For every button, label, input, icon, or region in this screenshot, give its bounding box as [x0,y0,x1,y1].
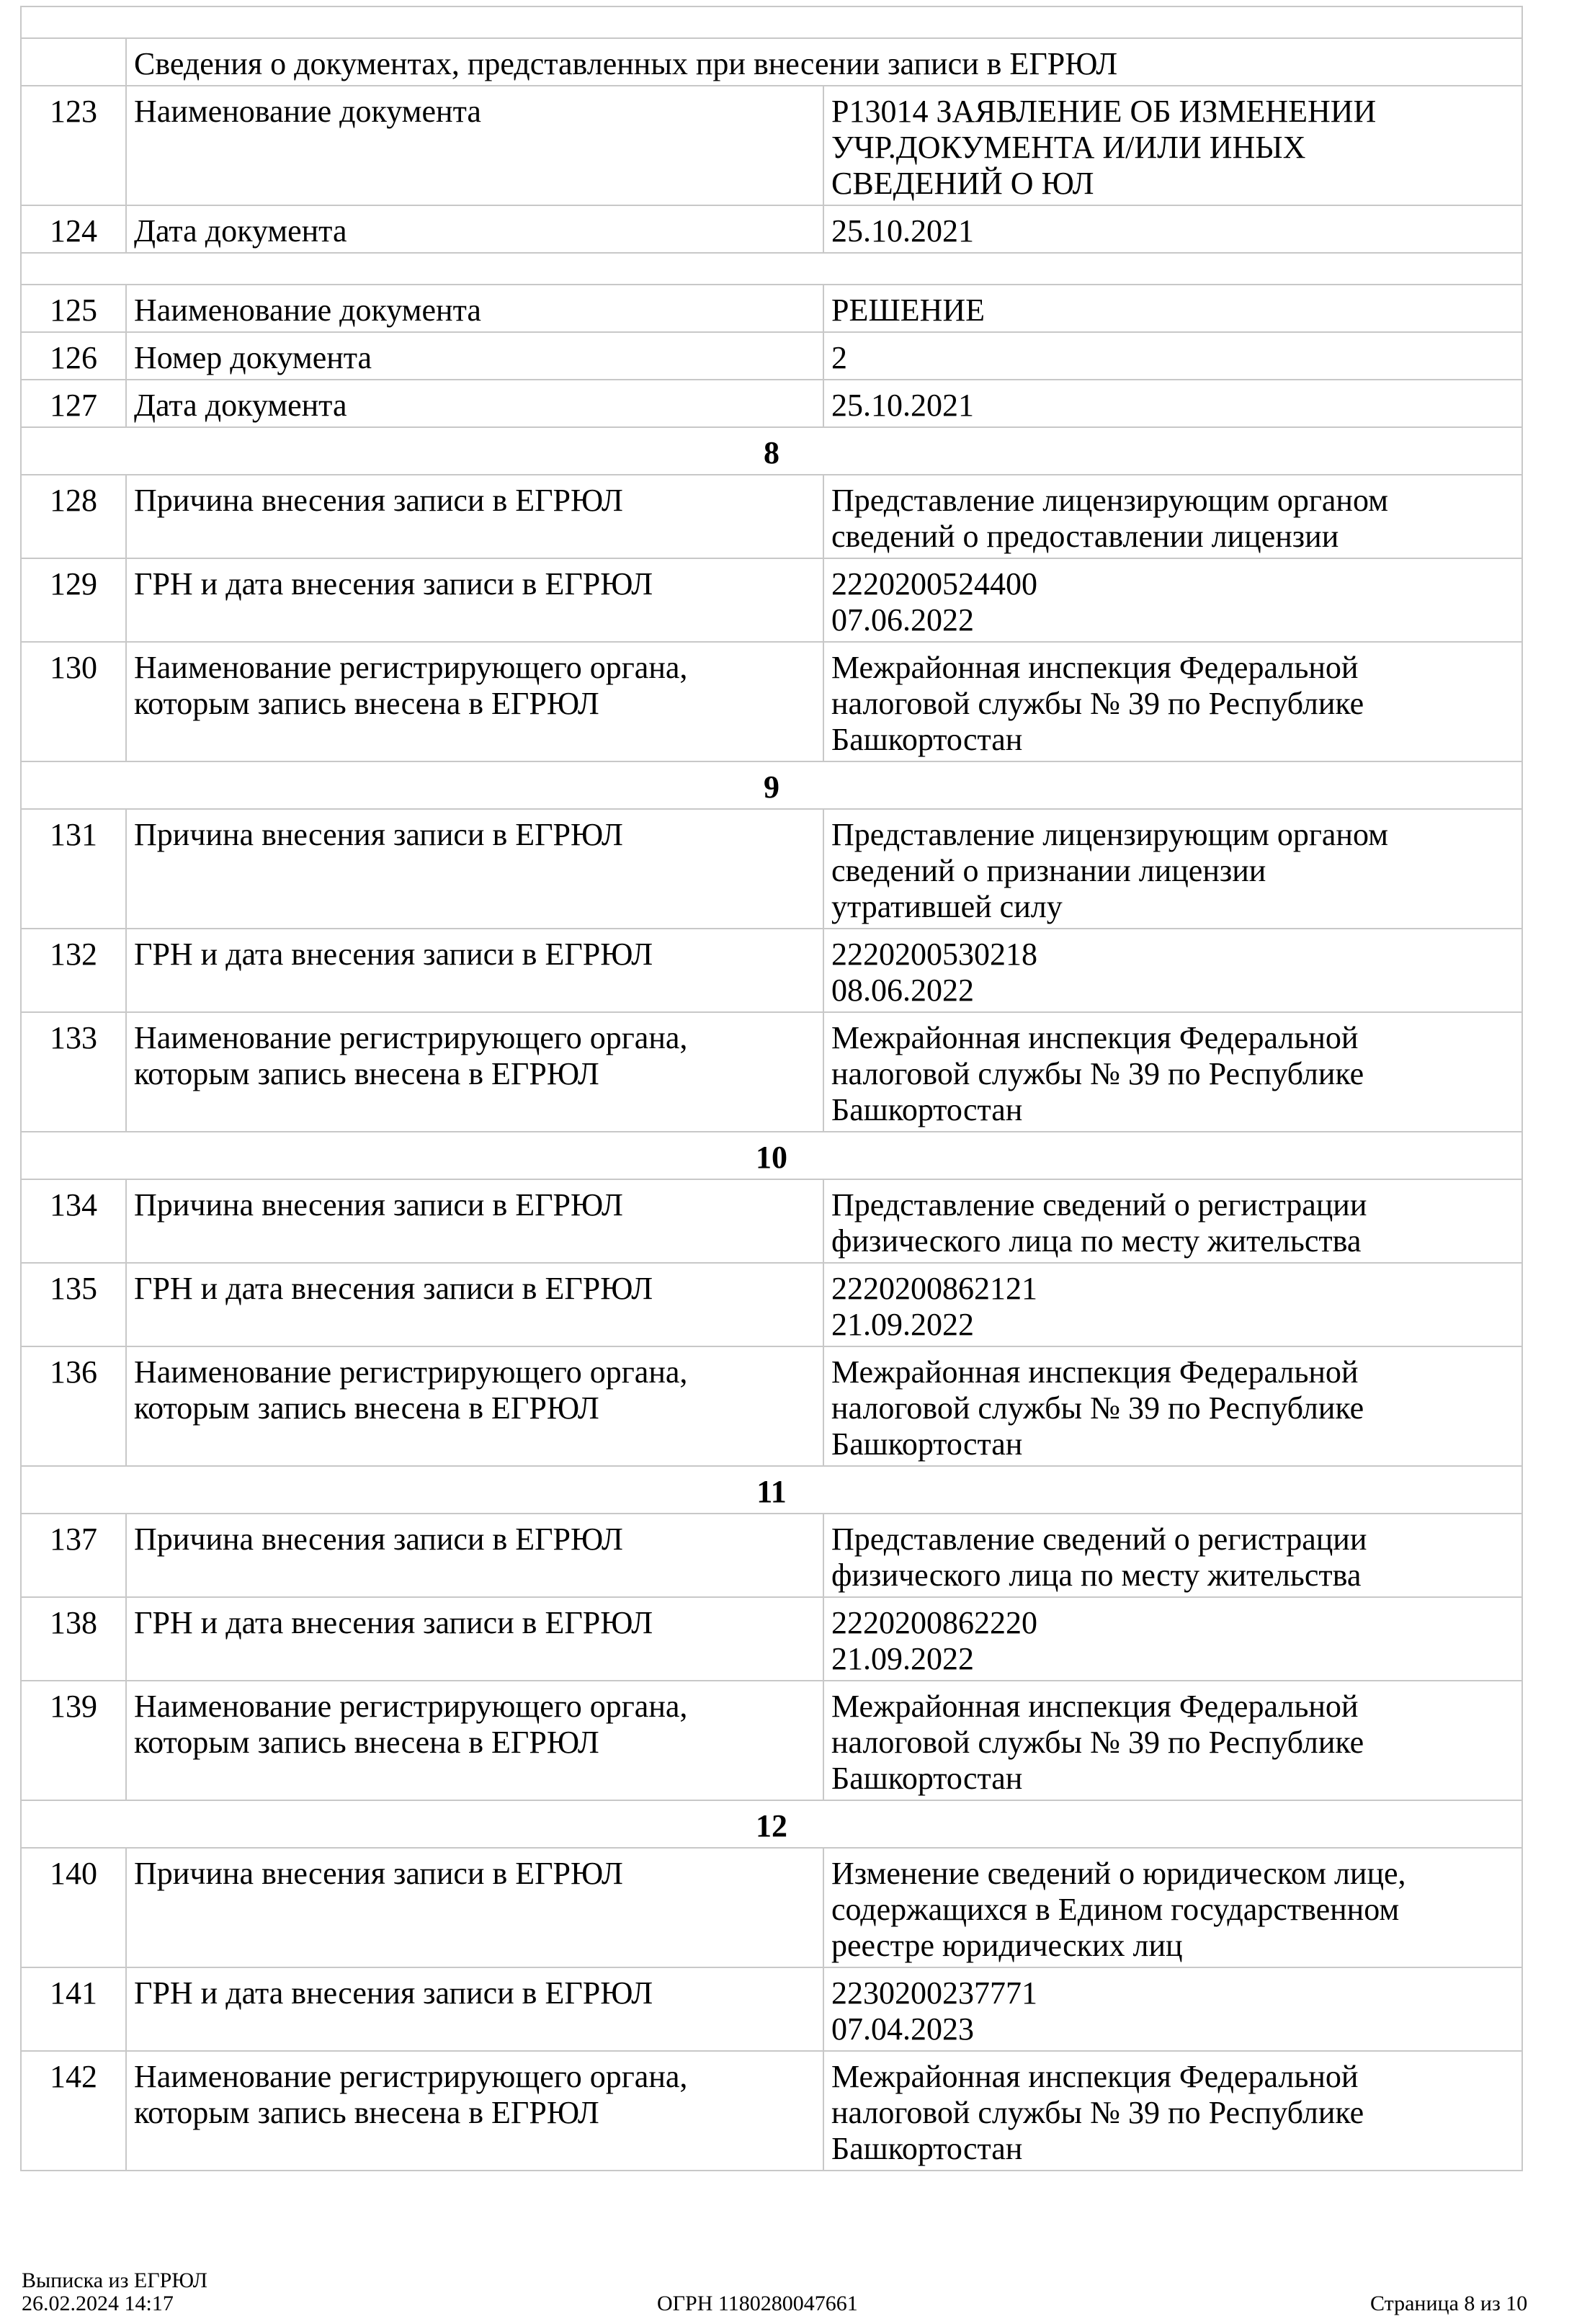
field-value-line: сведений о признании лицензии [831,853,1266,888]
field-value [823,86,1522,205]
field-value-line: 07.06.2022 [831,602,974,638]
table-row-blank [21,6,1522,38]
field-name [126,332,823,380]
section-number: 12 [21,1800,1522,1848]
field-value-line: налоговой службы № 39 по Республике [831,686,1364,721]
field-name-line: Наименование регистрирующего органа, [134,1689,688,1724]
section-number: 9 [21,761,1522,809]
row-number: 124 [21,205,126,253]
field-value [823,929,1522,1012]
field-name-line: которым запись внесена в ЕГРЮЛ [134,2095,599,2130]
table-row [21,1848,1522,1967]
row-number: 132 [21,929,126,1012]
footer-page-number: Страница 8 из 10 [1370,2292,1528,2315]
field-name [126,1514,823,1597]
field-name [126,929,823,1012]
table-row [21,1597,1522,1681]
field-value-line: Представление сведений о регистрации [831,1187,1367,1223]
footer-datetime: 26.02.2024 14:17 [22,2292,174,2315]
section-number: 8 [21,427,1522,475]
row-number: 128 [21,475,126,558]
field-value-line: физического лица по месту жительства [831,1557,1362,1593]
table-row [21,1263,1522,1346]
table-row [21,1681,1522,1800]
field-name [126,1597,823,1681]
row-number: 137 [21,1514,126,1597]
field-name [126,2051,823,2171]
field-value-line: Башкортостан [831,1426,1023,1462]
table-row-section [21,1800,1522,1848]
field-value [823,2051,1522,2171]
row-number: 135 [21,1263,126,1346]
field-value-line: 2230200237771 [831,1975,1037,2011]
field-value-line: 25.10.2021 [831,388,974,423]
field-value [823,1514,1522,1597]
section-number: 11 [21,1466,1522,1514]
field-value-line: Межрайонная инспекция Федеральной [831,1689,1359,1724]
table-row [21,1012,1522,1132]
field-name [126,642,823,761]
row-number: 125 [21,285,126,332]
table-row [21,1967,1522,2051]
field-value-line: 08.06.2022 [831,973,974,1008]
footer-ogrn: ОГРН 1180280047661 [657,2292,858,2315]
field-name [126,86,823,205]
field-name [126,475,823,558]
field-value-line: налоговой службы № 39 по Республике [831,1056,1364,1091]
field-name-line: Наименование регистрирующего органа, [134,650,688,685]
table-row-caption [21,38,1522,86]
field-name [126,285,823,332]
field-value [823,332,1522,380]
field-name-line: которым запись внесена в ЕГРЮЛ [134,1390,599,1426]
field-name-line: Дата документа [134,388,347,423]
field-value-line: сведений о предоставлении лицензии [831,519,1339,554]
field-value-line: 25.10.2021 [831,213,974,249]
field-value [823,1967,1522,2051]
field-name [126,1179,823,1263]
field-value-line: Представление лицензирующим органом [831,817,1388,852]
row-number: 123 [21,86,126,205]
field-value [823,285,1522,332]
footer-left [22,2269,207,2315]
field-name [126,1012,823,1132]
table-row [21,1179,1522,1263]
field-name-line: Дата документа [134,213,347,249]
field-value-line: РЕШЕНИЕ [831,292,986,328]
field-value-line: Р13014 ЗАЯВЛЕНИЕ ОБ ИЗМЕНЕНИИ [831,94,1377,129]
field-value [823,1681,1522,1800]
field-name-line: которым запись внесена в ЕГРЮЛ [134,1056,599,1091]
row-number: 131 [21,809,126,929]
table-row-section [21,427,1522,475]
field-value-line: физического лица по месту жительства [831,1223,1362,1259]
field-value-line: 2220200862220 [831,1605,1037,1640]
field-value-line: Башкортостан [831,2131,1023,2166]
table-row [21,642,1522,761]
field-name [126,558,823,642]
field-name-line: ГРН и дата внесения записи в ЕГРЮЛ [134,937,653,972]
field-name-line: Наименование регистрирующего органа, [134,1020,688,1055]
field-value [823,1597,1522,1681]
table-row [21,2051,1522,2171]
row-number: 142 [21,2051,126,2171]
row-number: 139 [21,1681,126,1800]
table-row [21,285,1522,332]
field-value [823,1346,1522,1466]
field-value-line: налоговой службы № 39 по Республике [831,1390,1364,1426]
field-name-line: Наименование документа [134,292,481,328]
section-number: 10 [21,1132,1522,1179]
empty-number-cell [21,38,126,86]
table-row [21,380,1522,427]
field-name-line: Наименование регистрирующего органа, [134,2059,688,2094]
field-value-line: 21.09.2022 [831,1307,974,1342]
field-name-line: Номер документа [134,340,372,375]
blank-cell [21,6,1522,38]
field-name [126,1681,823,1800]
field-name [126,380,823,427]
field-name-line: Наименование регистрирующего органа, [134,1354,688,1390]
table-row [21,1514,1522,1597]
field-name [126,809,823,929]
field-name [126,1346,823,1466]
field-name-line: Причина внесения записи в ЕГРЮЛ [134,1187,623,1223]
table-row [21,86,1522,205]
field-value [823,475,1522,558]
field-name-line: которым запись внесена в ЕГРЮЛ [134,1725,599,1760]
table-row [21,558,1522,642]
row-number: 126 [21,332,126,380]
field-value [823,642,1522,761]
field-value-line: УЧР.ДОКУМЕНТА И/ИЛИ ИНЫХ [831,130,1306,165]
row-number: 138 [21,1597,126,1681]
field-name-line: ГРН и дата внесения записи в ЕГРЮЛ [134,1605,653,1640]
field-name [126,1848,823,1967]
field-value [823,1179,1522,1263]
field-value-line: налоговой службы № 39 по Республике [831,1725,1364,1760]
field-value-line: налоговой службы № 39 по Республике [831,2095,1364,2130]
field-value [823,380,1522,427]
table-row [21,475,1522,558]
row-number: 127 [21,380,126,427]
blank-cell [21,253,1522,285]
field-value-line: Межрайонная инспекция Федеральной [831,1354,1359,1390]
field-value-line: 21.09.2022 [831,1641,974,1676]
table-row [21,809,1522,929]
field-name [126,1967,823,2051]
row-number: 130 [21,642,126,761]
field-value-line: 2220200524400 [831,566,1037,602]
field-name-line: Причина внесения записи в ЕГРЮЛ [134,1521,623,1557]
field-value [823,205,1522,253]
field-value [823,558,1522,642]
field-name-line: Причина внесения записи в ЕГРЮЛ [134,1856,623,1891]
field-value-line: Башкортостан [831,722,1023,757]
field-value-line: Межрайонная инспекция Федеральной [831,2059,1359,2094]
field-value-line: 2220200862121 [831,1271,1037,1306]
row-number: 129 [21,558,126,642]
field-value-line: содержащихся в Едином государственном [831,1892,1400,1927]
field-name-line: ГРН и дата внесения записи в ЕГРЮЛ [134,1975,653,2011]
table-row-section [21,1466,1522,1514]
egrul-records-table [20,6,1523,2171]
subsection-caption: Сведения о документах, представленных при внесении записи в ЕГРЮЛ [126,38,1522,86]
field-value-line: 07.04.2023 [831,2011,974,2047]
field-value-line: утратившей силу [831,889,1063,924]
field-name [126,205,823,253]
table-body [21,6,1522,2171]
field-value-line: Межрайонная инспекция Федеральной [831,1020,1359,1055]
table-row [21,332,1522,380]
field-value-line: реестре юридических лиц [831,1928,1183,1963]
row-number: 134 [21,1179,126,1263]
table-row-blank [21,253,1522,285]
field-name-line: ГРН и дата внесения записи в ЕГРЮЛ [134,1271,653,1306]
row-number: 141 [21,1967,126,2051]
field-value [823,1263,1522,1346]
row-number: 136 [21,1346,126,1466]
field-name [126,1263,823,1346]
field-value-line: 2220200530218 [831,937,1037,972]
field-value-line: Представление сведений о регистрации [831,1521,1367,1557]
field-value-line: 2 [831,340,847,375]
field-name-line: Причина внесения записи в ЕГРЮЛ [134,817,623,852]
row-number: 140 [21,1848,126,1967]
field-value-line: СВЕДЕНИЙ О ЮЛ [831,166,1094,201]
field-value-line: Башкортостан [831,1761,1023,1796]
field-value-line: Представление лицензирующим органом [831,483,1388,518]
row-number: 133 [21,1012,126,1132]
field-value-line: Межрайонная инспекция Федеральной [831,650,1359,685]
field-value [823,1012,1522,1132]
field-value [823,1848,1522,1967]
field-value [823,809,1522,929]
field-value-line: Изменение сведений о юридическом лице, [831,1856,1406,1891]
table-row [21,205,1522,253]
footer-doc-title: Выписка из ЕГРЮЛ [22,2269,207,2292]
field-name-line: Наименование документа [134,94,481,129]
field-name-line: Причина внесения записи в ЕГРЮЛ [134,483,623,518]
table-row [21,1346,1522,1466]
field-value-line: Башкортостан [831,1092,1023,1127]
field-name-line: которым запись внесена в ЕГРЮЛ [134,686,599,721]
table-row-section [21,1132,1522,1179]
table-row-section [21,761,1522,809]
field-name-line: ГРН и дата внесения записи в ЕГРЮЛ [134,566,653,602]
table-row [21,929,1522,1012]
